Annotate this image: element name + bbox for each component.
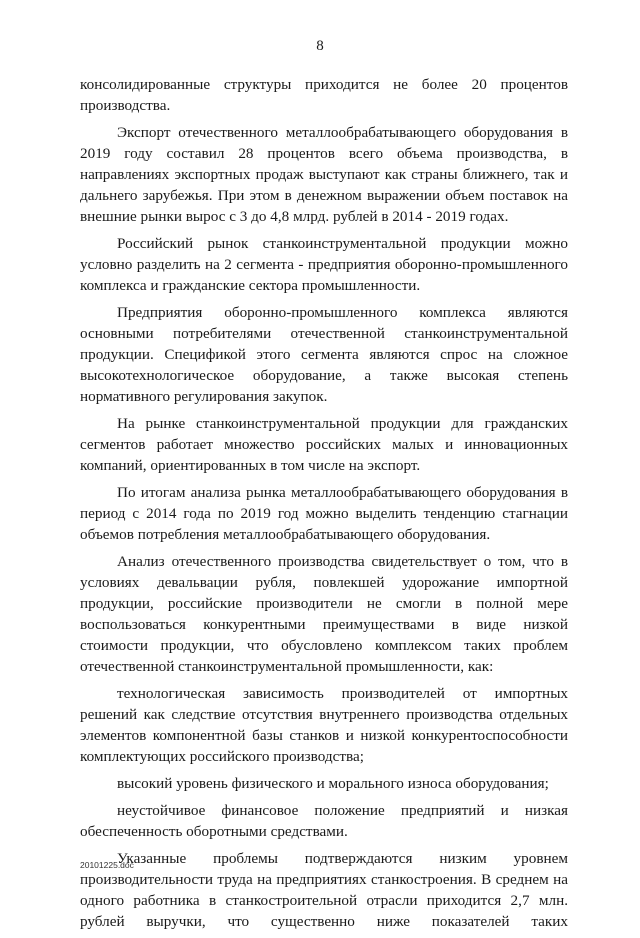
document-body — [80, 74, 568, 938]
paragraph: По итогам анализа рынка металлообрабатывающего оборудования в период с 2014 года по 2019 год можно выделить тенденцию стагнации объемов потребления металлообрабатывающего оборудования. — [80, 484, 568, 543]
paragraph: На рынке станкоинструментальной продукции для гражданских сегментов работает множество российских малых и инновационных компаний, ориентированных в том числе на экспорт. — [80, 415, 568, 474]
paragraph: Анализ отечественного производства свидетельствует о том, что в условиях девальвации рубля, повлекшей удорожание импортной продукции, российские производители не смогли в полной мере воспользоваться конкурентными преимуществами в виде низкой стоимости продукции, что обусловлено комплексом таких проблем отечественной станкоинструментальной промышленности, как: — [80, 553, 568, 675]
paragraph: Российский рынок станкоинструментальной продукции можно условно разделить на 2 сегмента - предприятия оборонно-промышленного комплекса и гражданские сектора промышленности. — [80, 235, 568, 294]
list-item-paragraph: высокий уровень физического и морального износа оборудования; — [117, 775, 549, 792]
document-filename: 20101225.doc — [80, 860, 134, 870]
paragraph: консолидированные структуры приходится не более 20 процентов производства. — [80, 76, 568, 114]
paragraph: Указанные проблемы подтверждаются низким уровнем производительности труда на предприятиях станкостроения. В среднем на одного работника в станкостроительной отрасли приходится 2,7 млн. рублей выручки, что существенно ниже показателей таких — [80, 850, 568, 930]
paragraph: Предприятия оборонно-промышленного комплекса являются основными потребителями отечественной станкоинструментальной продукции. Спецификой этого сегмента являются спрос на сложное высокотехнологическое оборудование, а также высокая степень нормативного регулирования закупок. — [80, 304, 568, 405]
page-number: 8 — [316, 38, 324, 54]
list-item-paragraph: технологическая зависимость производителей от импортных решений как следствие отсутствия внутреннего производства отдельных элементов компонентной базы станков и низкой конкурентоспособности комплектующих российского производства; — [80, 685, 568, 765]
paragraph: Экспорт отечественного металлообрабатывающего оборудования в 2019 году составил 28 процентов всего объема производства, в направлениях экспортных продаж выступают как страны ближнего, так и дальнего зарубежья. При этом в денежном выражении объем поставок на внешние рынки вырос с 3 до 4,8 млрд. рублей в 2014 - 2019 годах. — [80, 124, 568, 225]
list-item-paragraph: неустойчивое финансовое положение предприятий и низкая обеспеченность оборотными средствами. — [80, 802, 568, 840]
